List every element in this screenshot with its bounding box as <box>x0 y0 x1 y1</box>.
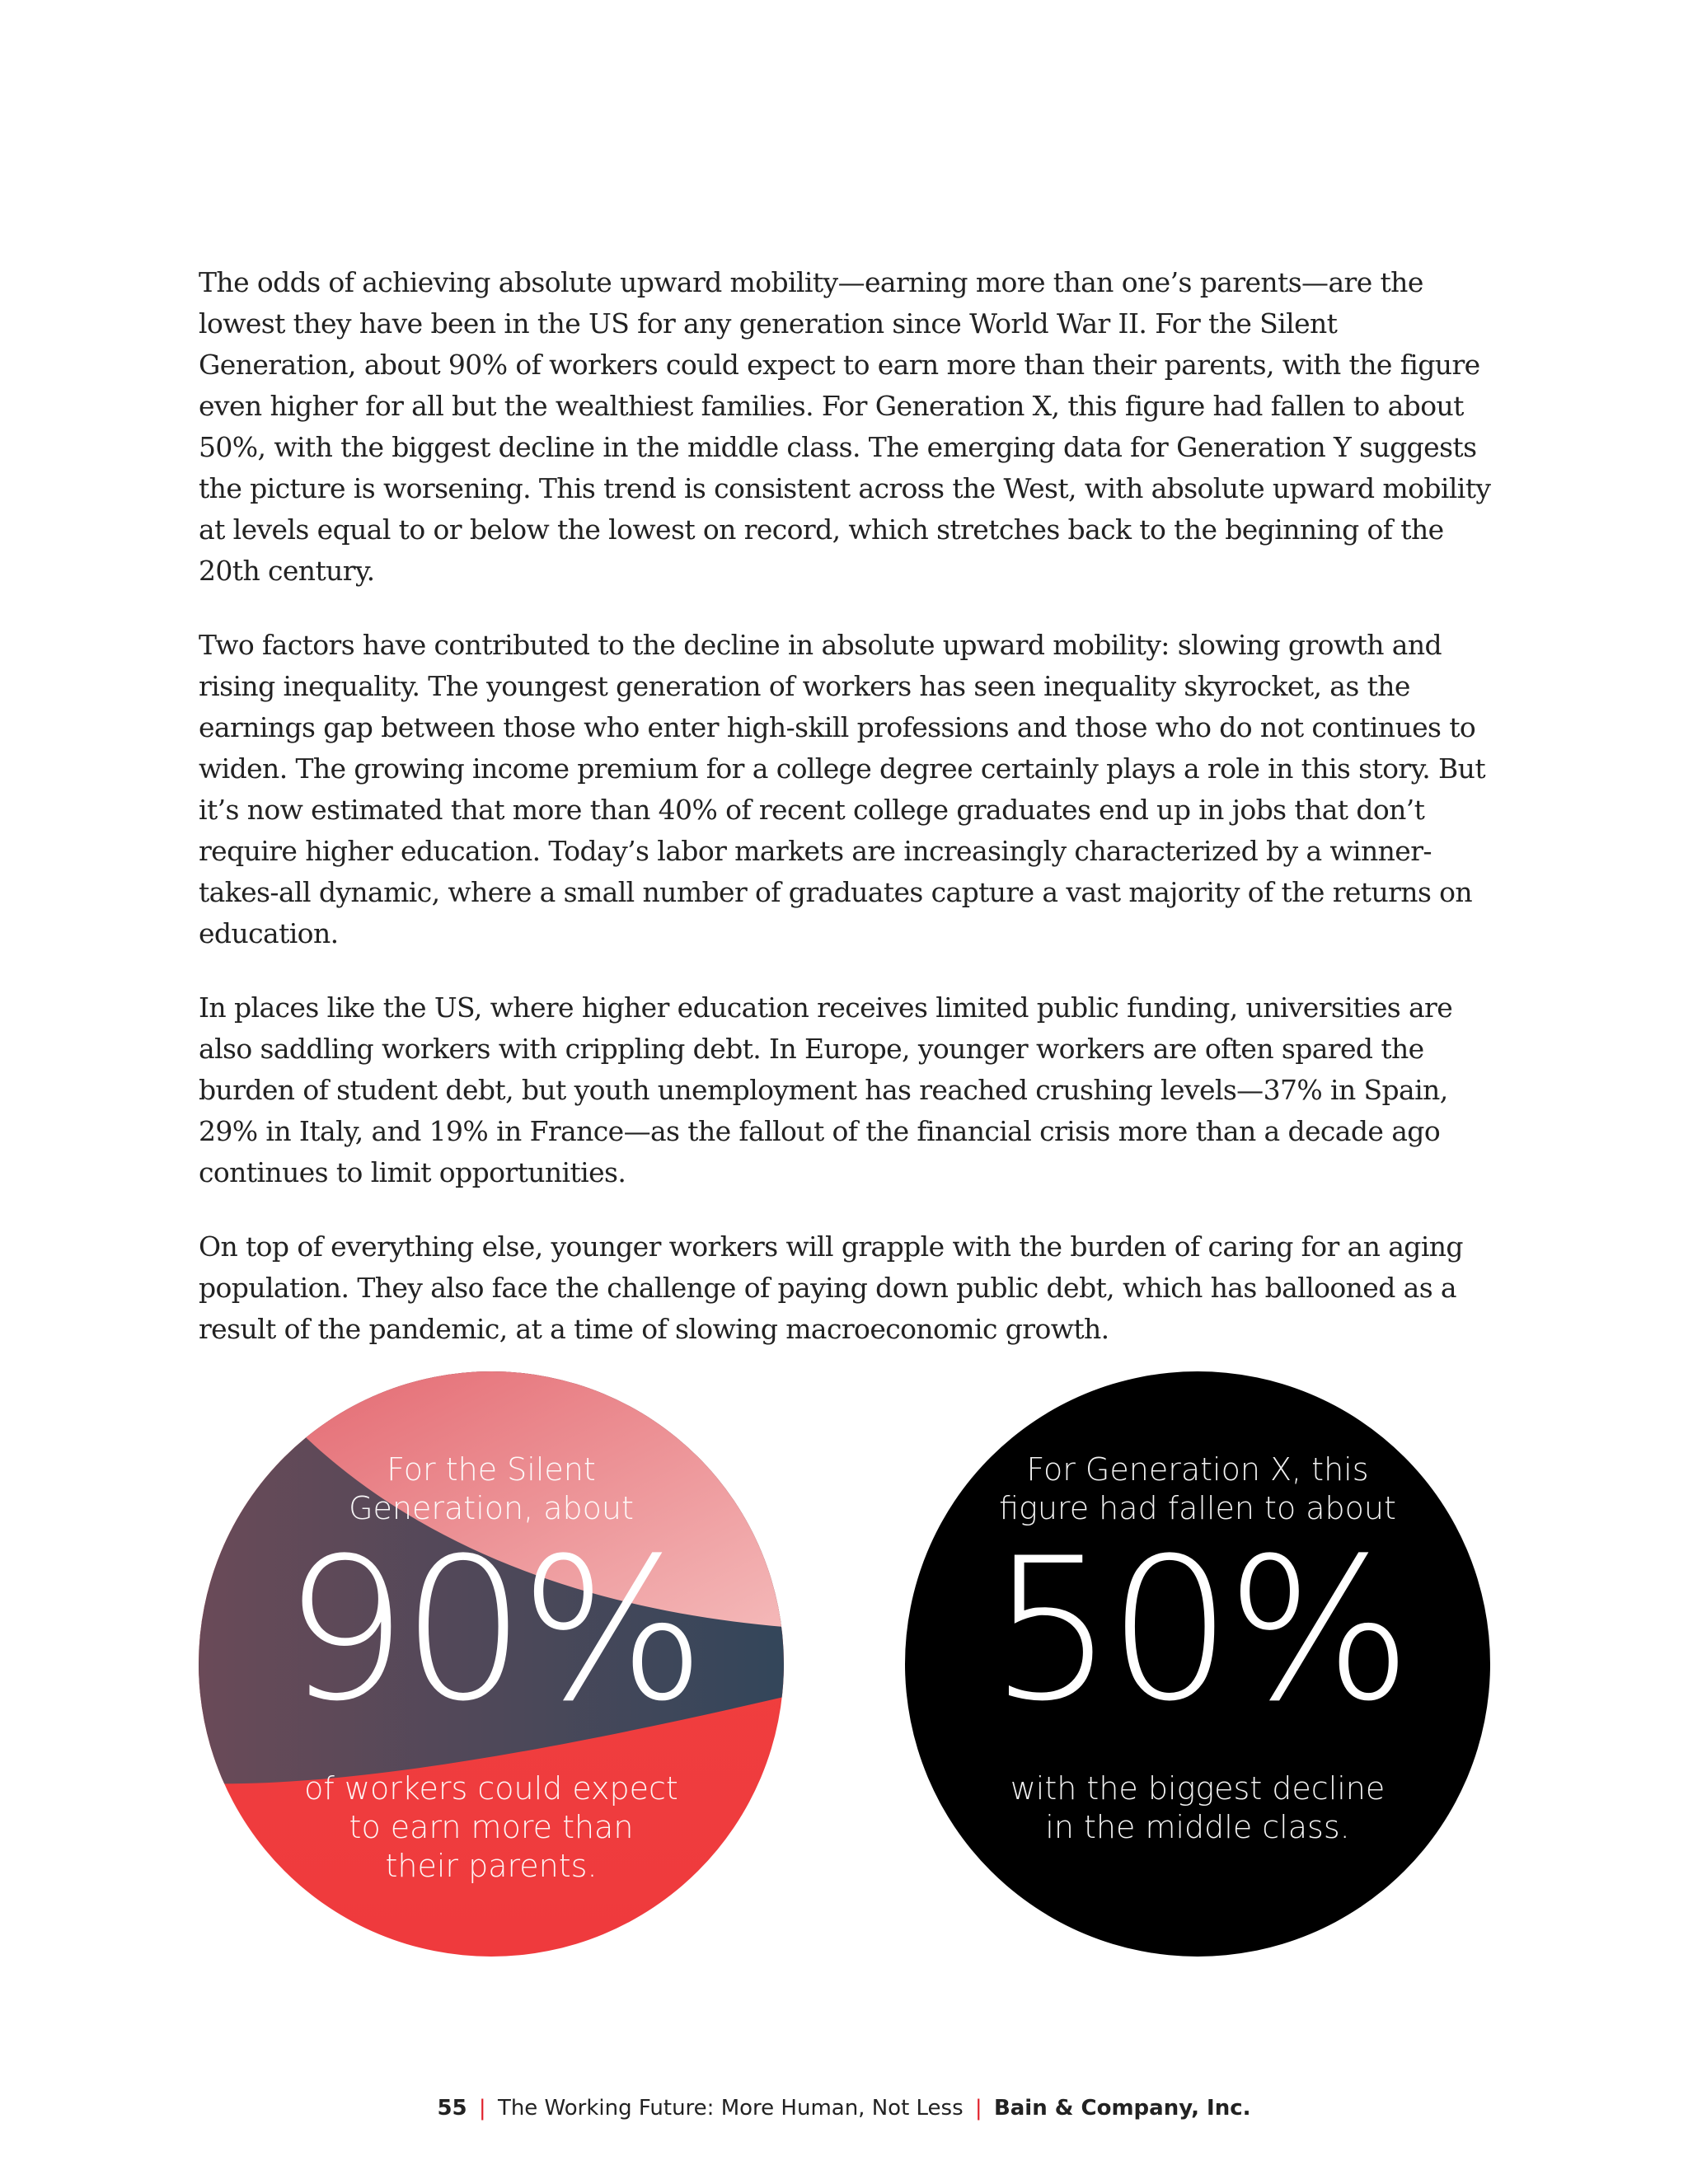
paragraph: In places like the US, where higher education receives limited public funding, universities are also saddling workers with crippling debt. In Europe, younger workers are often spared the burden of student debt, but youth unemployment has reached crushing levels—37% in Spain, 29% in Italy, and 19% in France—as the fallout of the financial crisis more than a decade ago continues to limit opportunities. <box>199 991 1453 1188</box>
page-number: 55 <box>437 2096 467 2121</box>
silent-generation-stat-circle <box>199 1371 784 1957</box>
generation-x-stat-circle <box>905 1371 1490 1957</box>
page-footer <box>0 2096 1688 2121</box>
paragraph: Two factors have contributed to the decline in absolute upward mobility: slowing growth and rising inequality. The youngest generation of workers has seen inequality skyrocket, as the earnings gap between those who enter high-skill professions and those who do not continues to widen. The growing income premium for a college degree certainly plays a role in this story. But it’s now estimated that more than 40% of recent college graduates end up in jobs that don’t require higher education. Today’s labor markets are increasingly characterized by a winner-takes-all dynamic, where a small number of graduates capture a vast majority of the returns on education. <box>199 629 1485 949</box>
stat-value: 90% <box>283 1516 700 1745</box>
stat-value: 50% <box>989 1516 1406 1745</box>
company-name: Bain & Company, Inc. <box>993 2096 1251 2121</box>
stat-lead-text: For the Silent Generation, about <box>349 1451 634 1526</box>
body-text <box>199 262 1501 1383</box>
paragraph: On top of everything else, younger workers will grapple with the burden of caring for an aging population. They also face the challenge of paying down public debt, which has ballooned as a result of the pandemic, at a time of slowing macroeconomic growth. <box>199 1230 1463 1345</box>
stat-lead-text: For Generation X, this figure had fallen to about <box>999 1451 1396 1526</box>
document-title: The Working Future: More Human, Not Less <box>497 2096 964 2121</box>
paragraph: The odds of achieving absolute upward mobility—earning more than one’s parents—are the lowest they have been in the US for any generation since World War II. For the Silent Generation, about 90% of workers could expect to earn more than their parents, with the figure even higher for all but the wealthiest families. For Generation X, this figure had fallen to about 50%, with the biggest decline in the middle class. The emerging data for Generation Y suggests the picture is worsening. This trend is consistent across the West, with absolute upward mobility at levels equal to or below the lowest on record, which stretches back to the beginning of the 20th century. <box>199 266 1491 587</box>
footer-separator: | <box>478 2096 486 2121</box>
stat-tail-text: with the biggest decline in the middle class. <box>1010 1770 1386 1845</box>
stat-tail-text: of workers could expect to earn more than their parents. <box>304 1770 678 1884</box>
footer-separator: | <box>974 2096 982 2121</box>
